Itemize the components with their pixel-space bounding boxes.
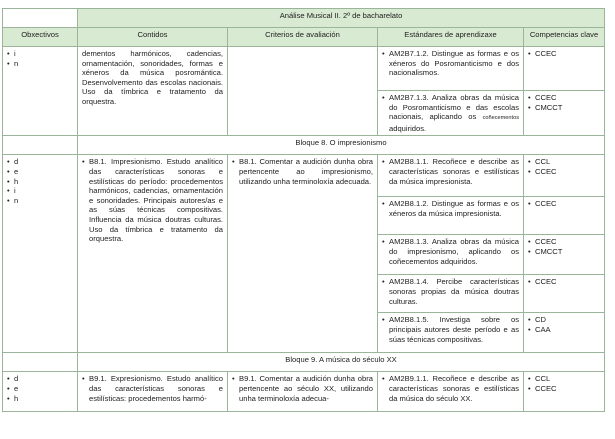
title-row: [3, 9, 605, 28]
competence-item: • CMCCT: [528, 103, 600, 113]
competence-item: • CCEC: [528, 199, 600, 209]
header-objectives: Obxectivos: [3, 28, 78, 47]
standard-small-text: coñecementos: [482, 115, 519, 122]
competence-item: • CCEC: [528, 384, 600, 394]
competence-item: • CCEC: [528, 93, 600, 103]
b8-standard-list: [382, 157, 519, 186]
b8-objectives-cell: [3, 155, 78, 353]
block-9-title: Bloque 9. A música do século XX: [78, 353, 605, 372]
curriculum-table: [2, 8, 605, 412]
b7-competence-list: [528, 49, 600, 59]
b8-standard-list: [382, 277, 519, 306]
b9-competence-list: [528, 374, 600, 393]
b8-competence-cell: [524, 313, 605, 353]
standard-text: AM2B7.1.3. Analiza obras da música do Posromanticismo e das escolas nacionais, aplicando os: [389, 93, 519, 122]
competence-item: • CCEC: [528, 167, 600, 177]
objective-item: • i: [7, 186, 73, 196]
competence-item: • CCL: [528, 157, 600, 167]
standard-item: • AM2B8.1.4. Percibe características sonoras propias da música doutras culturas.: [382, 277, 519, 306]
b7-competence-cell: [524, 47, 605, 91]
criterion-item: • B8.1. Comentar a audición dunha obra pertencente ao impresionismo, utilizando unha terminoloxía adecuada.: [232, 157, 373, 186]
b8-row-1: [3, 155, 605, 197]
band-spacer-cell: [3, 136, 78, 155]
b9-objectives-cell: [3, 372, 78, 412]
b8-competence-list: [528, 199, 600, 209]
competence-item: • CCL: [528, 374, 600, 384]
b7-contents-cell: dementos harmónicos, cadencias, ornamentación, sonoridades, formas e xéneros da música posromántica. Desenvolvemento das escolas nacionais. Uso da tímbrica e tratamento da orquestra.: [78, 47, 228, 136]
b8-competence-cell: [524, 275, 605, 313]
b8-objectives-list: [7, 157, 73, 205]
standard-item: • AM2B7.1.2. Distingue as formas e os xéneros do Posromanticismo e dos nacionalismos.: [382, 49, 519, 78]
objective-item: • d: [7, 157, 73, 167]
b8-competence-list: [528, 237, 600, 256]
b7-objectives-list: [7, 49, 73, 68]
b7-objectives-cell: [3, 47, 78, 136]
objective-item: • e: [7, 167, 73, 177]
b8-standard-cell: [378, 155, 524, 197]
competence-item: • CMCCT: [528, 247, 600, 257]
b7-standard-list: [382, 49, 519, 78]
objective-item: • d: [7, 374, 73, 384]
b7-competence-cell: [524, 91, 605, 136]
b8-standard-cell: [378, 235, 524, 275]
standard-item: • AM2B8.1.2. Distingue as formas e os xéneros da música impresionista.: [382, 199, 519, 218]
b8-contents-cell: [78, 155, 228, 353]
column-header-row: [3, 28, 605, 47]
header-competences: Competencias clave: [524, 28, 605, 47]
objective-item: • h: [7, 177, 73, 187]
header-criteria: Criterios de avaliación: [228, 28, 378, 47]
b8-standard-cell: [378, 197, 524, 235]
competence-item: • CCEC: [528, 237, 600, 247]
b8-competence-cell: [524, 235, 605, 275]
b8-competence-list: [528, 315, 600, 334]
objective-item: • n: [7, 59, 73, 69]
b9-criteria-list: [232, 374, 373, 403]
standard-item: • AM2B9.1.1. Recoñece e describe as características sonoras e estilísticas da música do século XX.: [382, 374, 519, 403]
b9-contents-cell: [78, 372, 228, 412]
b9-contents-list: [82, 374, 223, 403]
objective-item: • i: [7, 49, 73, 59]
b7-row-1: [3, 47, 605, 91]
header-contents: Contidos: [78, 28, 228, 47]
b8-standard-cell: [378, 275, 524, 313]
b8-criteria-list: [232, 157, 373, 186]
b8-standard-list: [382, 315, 519, 344]
objective-item: • e: [7, 384, 73, 394]
b8-standard-cell: [378, 313, 524, 353]
b8-standard-list: [382, 237, 519, 266]
b8-competence-cell: [524, 197, 605, 235]
content-item: • B9.1. Expresionismo. Estudo analítico das características sonoras e estilísticas: procedementos harmó-: [82, 374, 223, 403]
standard-item: • AM2B8.1.1. Recoñece e describe as características sonoras e estilísticas da música impresionista.: [382, 157, 519, 186]
criterion-item: • B9.1. Comentar a audición dunha obra pertencente ao século XX, utilizando unha terminoloxía adecua-: [232, 374, 373, 403]
b8-competence-list: [528, 277, 600, 287]
b9-criteria-cell: [228, 372, 378, 412]
block-8-band: [3, 136, 605, 155]
b9-standard-list: [382, 374, 519, 403]
b9-standard-cell: [378, 372, 524, 412]
b8-competence-cell: [524, 155, 605, 197]
standard-item: [382, 93, 519, 133]
b7-standard-list: [382, 93, 519, 133]
block-9-band: [3, 353, 605, 372]
objective-item: • h: [7, 394, 73, 404]
title-spacer-cell: [3, 9, 78, 28]
competence-item: • CCEC: [528, 277, 600, 287]
objective-item: • n: [7, 196, 73, 206]
competence-item: • CD: [528, 315, 600, 325]
b7-competence-list: [528, 93, 600, 112]
b8-criteria-cell: [228, 155, 378, 353]
b9-objectives-list: [7, 374, 73, 403]
band-spacer-cell: [3, 353, 78, 372]
b8-standard-list: [382, 199, 519, 218]
table-title: Análise Musical II. 2º de bacharelato: [78, 9, 605, 28]
b7-standard-cell: [378, 91, 524, 136]
b9-competence-cell: [524, 372, 605, 412]
block-8-title: Bloque 8. O impresionismo: [78, 136, 605, 155]
standard-item: • AM2B8.1.3. Analiza obras da música do impresionismo, aplicando os coñecementos adquiridos.: [382, 237, 519, 266]
header-standards: Estándares de aprendizaxe: [378, 28, 524, 47]
standard-text-end: adquiridos.: [389, 123, 427, 133]
competence-item: • CCEC: [528, 49, 600, 59]
standard-item: • AM2B8.1.5. Investiga sobre os principais autores deste período e as súas técnicas compositivas.: [382, 315, 519, 344]
b7-standard-cell: [378, 47, 524, 91]
b8-competence-list: [528, 157, 600, 176]
b9-row-1: [3, 372, 605, 412]
content-item: • B8.1. Impresionismo. Estudo analítico das características sonoras e estilísticas do período: procedementos harmónicos, cadencias, ornamentación e sonoridades. Principais autores/as e as súas técnicas compositivas. Influencia da música doutras culturas. Uso da tímbrica e tratamento da orquestra.: [82, 157, 223, 243]
b8-contents-list: [82, 157, 223, 243]
b7-criteria-cell: [228, 47, 378, 136]
competence-item: • CAA: [528, 325, 600, 335]
